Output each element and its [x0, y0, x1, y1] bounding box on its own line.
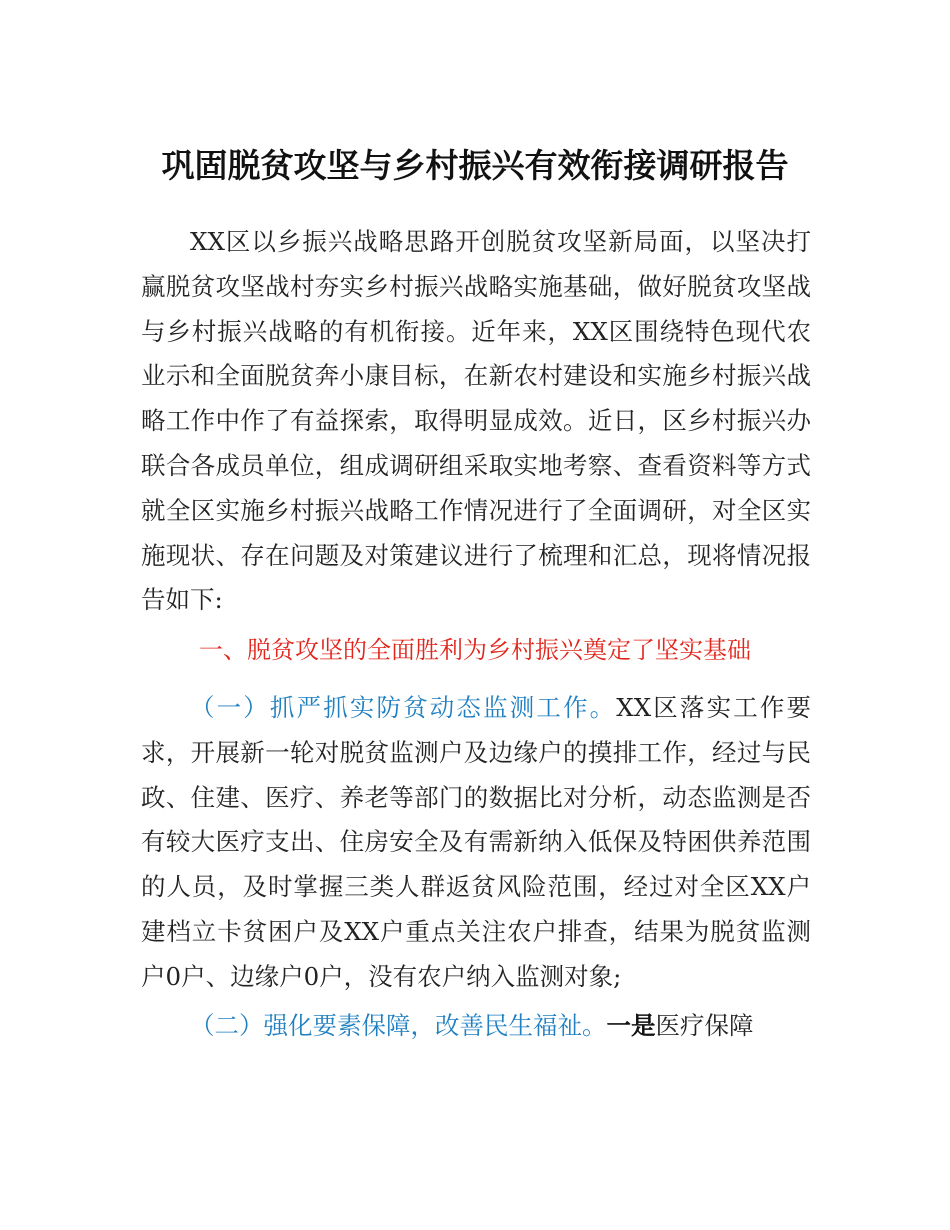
- intro-paragraph: XX区以乡振兴战略思路开创脱贫攻坚新局面，以坚决打赢脱贫攻坚战村夯实乡村振兴战略实施基础，做好脱贫攻坚战与乡村振兴战略的有机衔接。近年来，XX区围绕特色现代农业示和全面脱贫奔小康目标，在新农村建设和实施乡村振兴战略工作中作了有益探索，取得明显成效。近日，区乡村振兴办联合各成员单位，组成调研组采取实地考察、查看资料等方式就全区实施乡村振兴战略工作情况进行了全面调研，对全区实施现状、存在问题及对策建议进行了梳理和汇总，现将情况报告如下:: [141, 227, 811, 615]
- document-title: 巩固脱贫攻坚与乡村振兴有效衔接调研报告: [161, 146, 789, 185]
- item-2-text: 医疗保障: [655, 1011, 754, 1040]
- item-2-subheading: （二）强化要素保障，改善民生福祉。: [190, 1011, 607, 1040]
- paragraph-item-1: [141, 686, 811, 1000]
- item-2-bold-lead: 一是: [606, 1011, 656, 1040]
- item-1-subheading: （一）抓严抓实防贫动态监测工作。: [190, 693, 617, 722]
- item-1-text: XX区落实工作要求，开展新一轮对脱贫监测户及边缘户的摸排工作，经过与民政、住建、医疗、养老等部门的数据比对分析，动态监测是否有较大医疗支出、住房安全及有需新纳入低保及特困供养范围的人员，及时掌握三类人群返贫风险范围，经过对全区XX户建档立卡贫困户及XX户重点关注农户排查，结果为脱贫监测户0户、边缘户0户，没有农户纳入监测对象;: [141, 693, 811, 991]
- section-heading-1: 一、脱贫攻坚的全面胜利为乡村振兴奠定了坚实基础: [199, 636, 751, 664]
- paragraph-item-2: [141, 1004, 811, 1049]
